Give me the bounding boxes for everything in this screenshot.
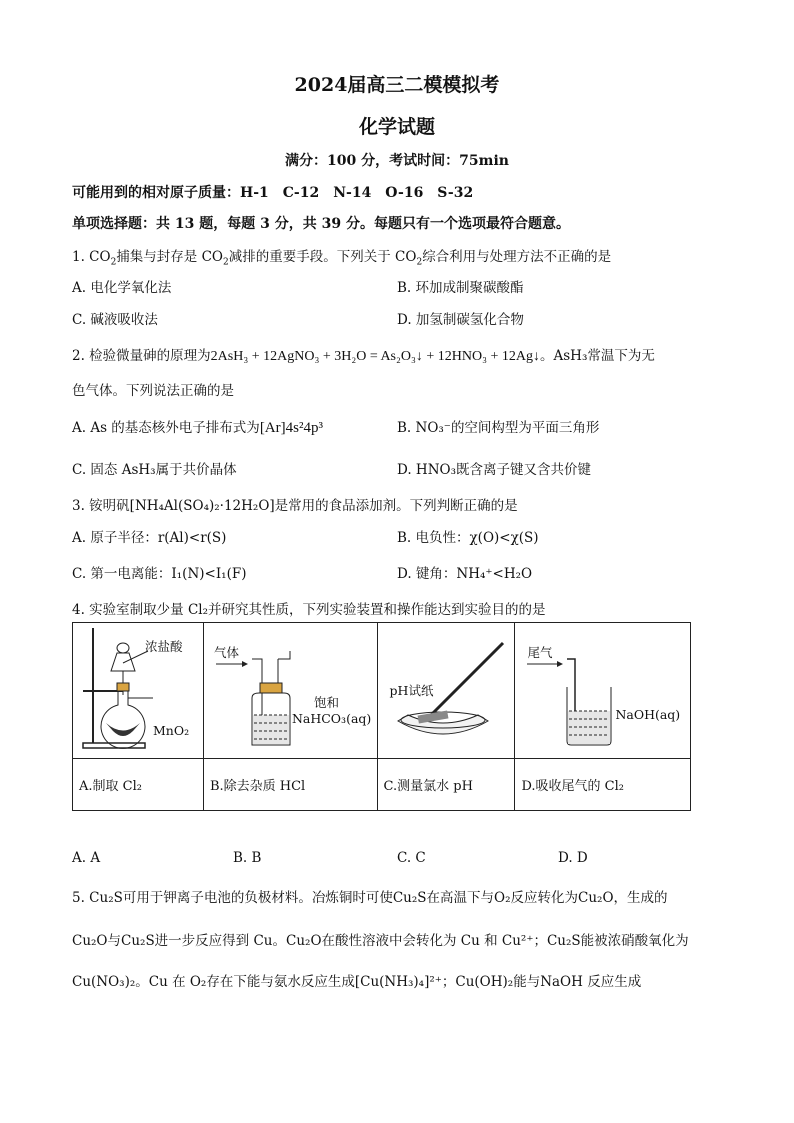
q4-figure-b-cell — [203, 623, 377, 759]
q2-b-ion: ₃⁻ — [438, 420, 451, 436]
q4-stem: 4. 实验室制取少量 Cl₂并研究其性质，下列实验装置和操作能达到实验目的的是 — [72, 602, 546, 618]
q4-option-d[interactable]: D. D — [558, 850, 588, 866]
q2-option-d[interactable]: D. HNO₃既含离子键又含共价键 — [397, 462, 591, 478]
q2-stem-pre: 2. 检验微量砷的原理为 — [72, 348, 211, 364]
q1-sub: 2 — [223, 257, 229, 268]
q1-stem-part: 捕集与封存是 CO — [116, 249, 224, 265]
q4-caption-d: D.吸收尾气的 Cl₂ — [515, 759, 691, 811]
q3-stem: 3. 铵明矾[NH₄Al(SO₄)₂·12H₂O]是常用的食品添加剂。下列判断正确的是 — [72, 498, 518, 514]
q2-a-config: [Ar]4s²4p³ — [259, 420, 323, 436]
q4-figure-c-cell — [377, 623, 515, 759]
figure-a-chlorine-generator — [73, 623, 203, 758]
fig-b-label-nahco3: NaHCO₃(aq) — [291, 711, 372, 726]
fig-b-label-gas: 气体 — [213, 645, 239, 660]
figure-b-gas-washing — [204, 623, 377, 758]
q4-option-c[interactable]: C. C — [397, 850, 426, 866]
q5-line2: Cu₂O与Cu₂S进一步反应得到 Cu。Cu₂O在酸性溶液中会转化为 Cu 和 Cu²⁺；Cu₂S能被浓硝酸氧化为 — [72, 933, 689, 949]
q1-sub: 2 — [416, 257, 423, 268]
q1-option-c[interactable]: C. 碱液吸收法 — [72, 312, 158, 328]
q3-option-a[interactable]: A. 原子半径：r(Al)<r(S) — [72, 530, 227, 546]
q1-sub: 2 — [110, 257, 117, 268]
q2-stem-post: 。AsH₃常温下为无 — [540, 348, 655, 364]
q2-option-b[interactable] — [397, 416, 599, 436]
q2-option-a[interactable] — [72, 416, 323, 437]
q5-line3: Cu(NO₃)₂。Cu 在 O₂存在下能与氨水反应生成[Cu(NH₃)₄]²⁺；Cu(OH)₂能与NaOH 反应生成 — [72, 974, 642, 990]
q2-stem — [72, 344, 655, 365]
exam-meta: 满分：100 分，考试时间：75min — [285, 153, 509, 169]
exam-title: 2024届高三二模模拟考 — [294, 74, 500, 96]
q1-stem-part: 综合利用与处理方法不正确的是 — [422, 249, 612, 265]
q3-option-b[interactable]: B. 电负性：χ(O)<χ(S) — [397, 530, 539, 546]
subject-title: 化学试题 — [358, 116, 435, 138]
q4-figure-d-cell — [515, 623, 691, 759]
q2-equation: 2AsH₃ + 12AgNO₃ + 3H₂O = As₂O₃↓ + 12HNO₃ + 12Ag↓ — [210, 349, 540, 364]
q4-figure-a-cell — [73, 623, 204, 759]
q2-option-c[interactable]: C. 固态 AsH₃属于共价晶体 — [72, 462, 237, 478]
q4-apparatus-table — [72, 622, 691, 811]
figure-c-ph-test — [378, 623, 515, 758]
q3-option-c[interactable]: C. 第一电离能：I₁(N)<I₁(F) — [72, 566, 247, 582]
q5-line1: 5. Cu₂S可用于钾离子电池的负极材料。冶炼铜时可使Cu₂S在高温下与O₂反应转化为Cu₂O，生成的 — [72, 890, 668, 906]
q4-caption-c: C.测量氯水 pH — [377, 759, 515, 811]
fig-b-label-saturated: 饱和 — [313, 695, 339, 710]
fig-a-label-acid: 浓盐酸 — [145, 639, 183, 654]
q1-stem-part: 减排的重要手段。下列关于 CO — [228, 249, 417, 265]
q2-stem-line2: 色气体。下列说法正确的是 — [72, 383, 234, 399]
q1-stem — [72, 245, 611, 268]
q4-caption-b: B.除去杂质 HCl — [203, 759, 377, 811]
q1-option-b[interactable]: B. 环加成制聚碳酸酯 — [397, 280, 524, 296]
q1-option-a[interactable]: A. 电化学氧化法 — [72, 280, 172, 296]
q2-a-text: A. As 的基态核外电子排布式为 — [72, 420, 260, 436]
q2-b-text-post: 的空间构型为平面三角形 — [450, 420, 600, 436]
fig-d-label-tail-gas: 尾气 — [527, 645, 553, 660]
figure-d-tail-gas — [515, 623, 690, 758]
q2-b-text: B. NO — [397, 420, 439, 436]
section-instructions: 单项选择题：共 13 题，每题 3 分，共 39 分。每题只有一个选项最符合题意。 — [72, 216, 570, 232]
q1-option-d[interactable]: D. 加氢制碳氢化合物 — [397, 312, 524, 328]
fig-a-label-mno2: MnO₂ — [153, 723, 190, 738]
q4-option-a[interactable]: A. A — [72, 850, 101, 866]
q4-option-b[interactable]: B. B — [233, 850, 262, 866]
atomic-masses: 可能用到的相对原子质量：H-1 C-12 N-14 O-16 S-32 — [72, 185, 474, 201]
q3-option-d[interactable]: D. 键角：NH₄⁺<H₂O — [397, 566, 533, 582]
fig-c-label-ph-paper: pH试纸 — [389, 683, 434, 698]
fig-d-label-naoh: NaOH(aq) — [615, 707, 681, 722]
q4-caption-a: A.制取 Cl₂ — [73, 759, 204, 811]
q1-stem-part: 1. CO — [72, 249, 111, 265]
